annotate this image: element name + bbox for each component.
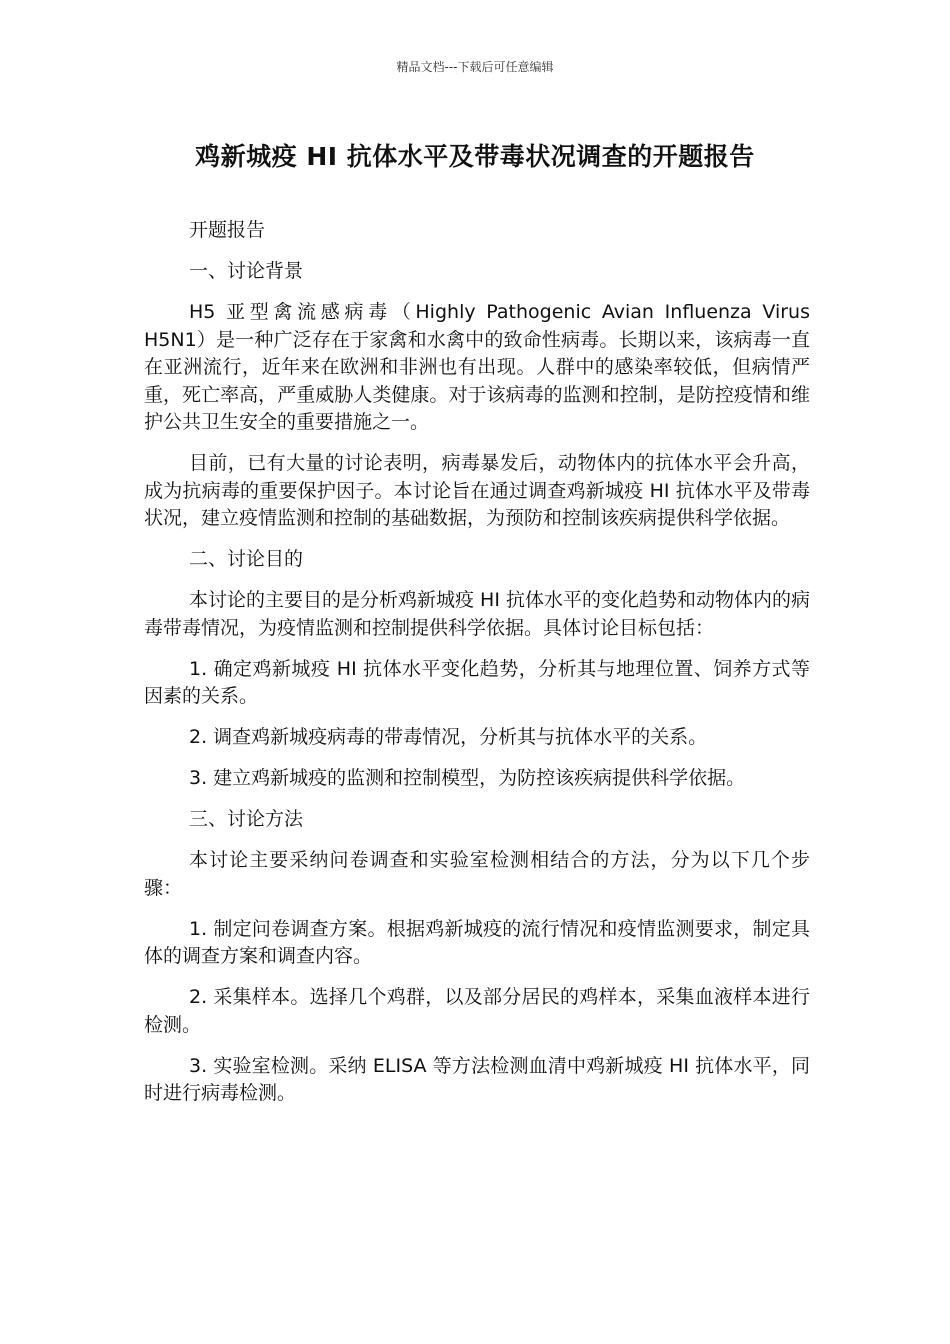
section-heading-background: 一、讨论背景 bbox=[189, 260, 304, 282]
list-item-method-3: 3. 实验室检测。采纳 ELISA 等方法检测血清中鸡新城疫 HI 抗体水平，同时进行病毒检测。 bbox=[144, 1054, 810, 1104]
list-item-purpose-3: 3. 建立鸡新城疫的监测和控制模型，为防控该疾病提供科学依据。 bbox=[189, 767, 746, 789]
list-item-method-2: 2. 采集样本。选择几个鸡群，以及部分居民的鸡样本，采集血液样本进行检测。 bbox=[144, 986, 810, 1036]
paragraph-purpose: 本讨论的主要目的是分析鸡新城疫 HI 抗体水平的变化趋势和动物体内的病毒带毒情况，为疫情监测和控制提供科学依据。具体讨论目标包括： bbox=[144, 589, 810, 639]
paragraph-method: 本讨论主要采纳问卷调查和实验室检测相结合的方法，分为以下几个步骤： bbox=[144, 849, 810, 899]
header-note: 精品文档---下载后可任意编辑 bbox=[396, 60, 554, 74]
list-item-purpose-1: 1. 确定鸡新城疫 HI 抗体水平变化趋势，分析其与地理位置、饲养方式等因素的关系。 bbox=[144, 657, 810, 707]
paragraph-background-1: H5 亚型禽流感病毒（Highly Pathogenic Avian Influenza Virus H5N1）是一种广泛存在于家禽和水禽中的致命性病毒。长期以来，该病毒一直在亚洲流行，近年来在欧洲和非洲也有出现。人群中的感染率较低，但病情严重，死亡率高，严重威胁人类健康。对于该病毒的监测和控制，是防控疫情和维护公共卫生安全的重要措施之一。 bbox=[144, 301, 810, 433]
document-body bbox=[144, 217, 810, 1121]
section-heading-method: 三、讨论方法 bbox=[189, 808, 304, 830]
section-heading-purpose: 二、讨论目的 bbox=[189, 548, 304, 570]
paragraph-report-label: 开题报告 bbox=[189, 219, 266, 241]
list-item-method-1: 1. 制定问卷调查方案。根据鸡新城疫的流行情况和疫情监测要求，制定具体的调查方案和调查内容。 bbox=[144, 917, 810, 967]
document-title: 鸡新城疫 HI 抗体水平及带毒状况调查的开题报告 bbox=[195, 142, 755, 171]
paragraph-background-2: 目前，已有大量的讨论表明，病毒暴发后，动物体内的抗体水平会升高，成为抗病毒的重要保护因子。本讨论旨在通过调查鸡新城疫 HI 抗体水平及带毒状况，建立疫情监测和控制的基础数据，为预防和控制该疾病提供科学依据。 bbox=[144, 452, 810, 529]
list-item-purpose-2: 2. 调查鸡新城疫病毒的带毒情况，分析其与抗体水平的关系。 bbox=[189, 726, 708, 748]
